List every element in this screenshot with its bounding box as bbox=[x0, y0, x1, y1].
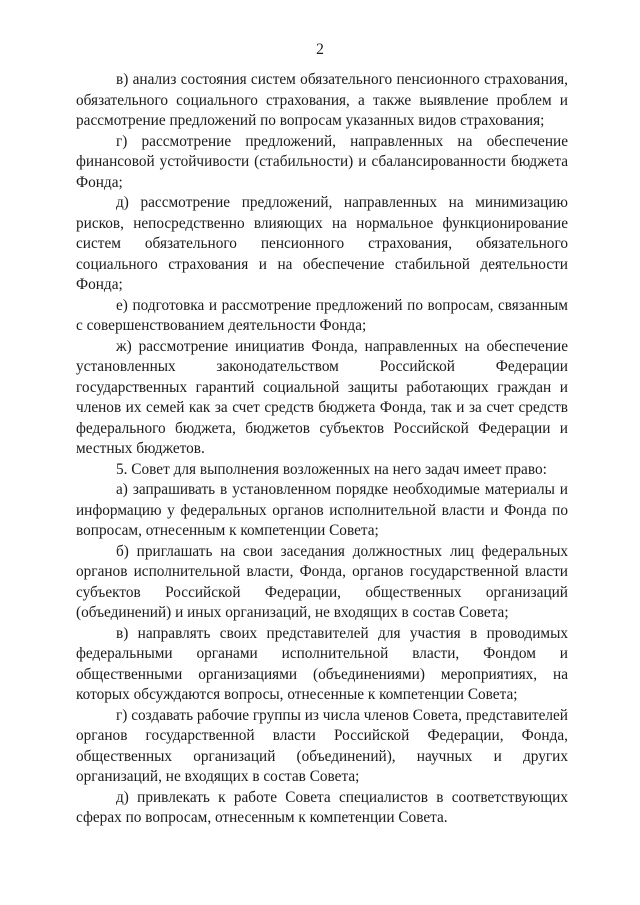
paragraph-b-invite-officials: б) приглашать на свои заседания должностных лиц федеральных органов исполнительной власти, Фонда, органов государственной власти субъектов Российской Федерации, общественных организаций (объединений) и иных организаций, не входящих в состав Совета; bbox=[76, 542, 568, 621]
paragraph-5-rights-intro: 5. Совет для выполнения возложенных на него задач имеет право: bbox=[116, 460, 547, 478]
paragraph-d-involve-specialists: д) привлекать к работе Совета специалистов в соответствующих сферах по вопросам, отнесенным к компетенции Совета. bbox=[76, 788, 568, 826]
paragraph-a-request-materials: а) запрашивать в установленном порядке необходимые материалы и информацию у федеральных органов исполнительной власти и Фонда по вопросам, отнесенным к компетенции Совета; bbox=[76, 481, 568, 539]
page-number: 2 bbox=[316, 41, 324, 58]
document-body bbox=[76, 70, 568, 829]
paragraph-zh-initiatives: ж) рассмотрение инициатив Фонда, направленных на обеспечение установленных законодательством Российской Федерации государственных гарантий социальной защиты работающих граждан и членов их семей как за счет средств бюджета Фонда, так и за счет средств федерального бюджета, бюджетов субъектов Российской Федерации и местных бюджетов. bbox=[76, 337, 568, 457]
paragraph-g-financial-stability: г) рассмотрение предложений, направленных на обеспечение финансовой устойчивости (стабильности) и сбалансированности бюджета Фонда; bbox=[76, 132, 568, 191]
paragraph-v-send-representatives: в) направлять своих представителей для участия в проводимых федеральными органами исполнительной власти, Фондом и общественными организациями (объединениями) мероприятиях, на которых обсуждаются вопросы, отнесенные к компетенции Совета; bbox=[76, 624, 568, 703]
paragraph-v-analysis: в) анализ состояния систем обязательного пенсионного страхования, обязательного социального страхования, а также выявление проблем и рассмотрение предложений по вопросам указанных видов страхования; bbox=[76, 71, 568, 129]
paragraph-e-improvement: е) подготовка и рассмотрение предложений по вопросам, связанным с совершенствованием деятельности Фонда; bbox=[76, 296, 568, 334]
paragraph-g-working-groups: г) создавать рабочие группы из числа членов Совета, представителей органов государственной власти Российской Федерации, Фонда, общественных организаций (объединений), научных и других организаций, не входящих в состав Совета; bbox=[76, 706, 568, 785]
paragraph-d-risk-minimization: д) рассмотрение предложений, направленных на минимизацию рисков, непосредственно влияющих на нормальное функционирование систем обязательного пенсионного страхования, обязательного социального страхования и на обеспечение стабильной деятельности Фонда; bbox=[76, 194, 568, 293]
